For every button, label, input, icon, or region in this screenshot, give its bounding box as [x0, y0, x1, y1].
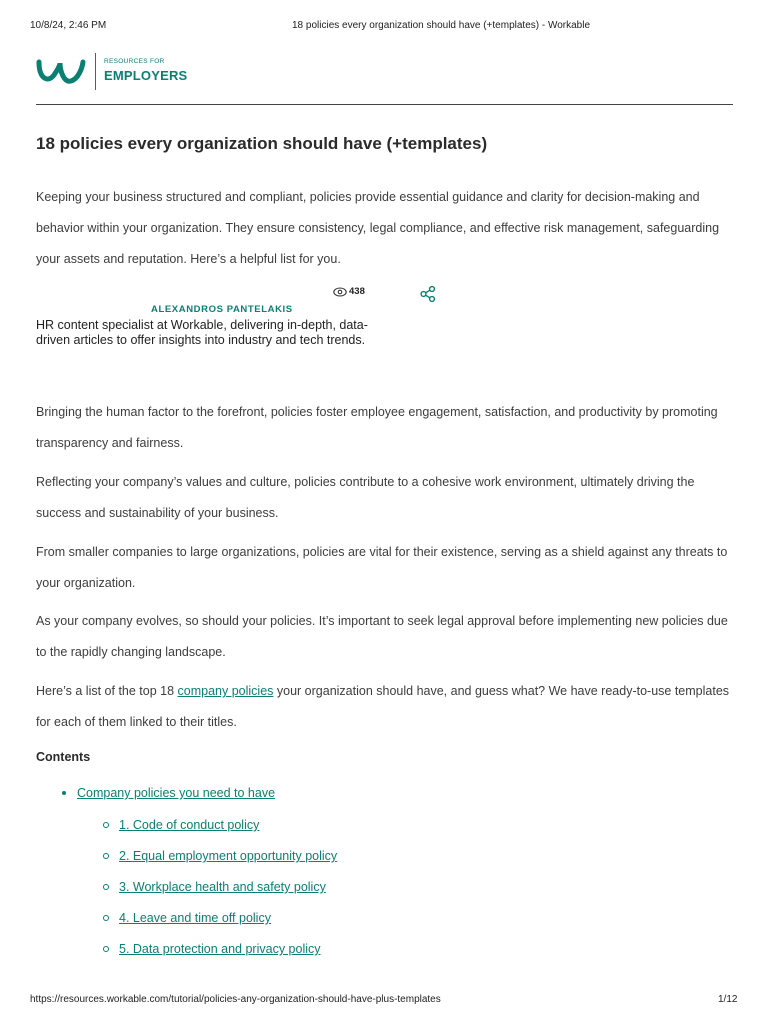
toc-item-2[interactable] — [103, 849, 337, 863]
toc-link-top[interactable]: Company policies you need to have — [77, 786, 276, 800]
toc-item-5[interactable] — [103, 942, 321, 956]
toc-circle-bullet-icon — [103, 822, 109, 828]
toc-link-1[interactable]: 1. Code of conduct policy — [119, 818, 260, 832]
toc-circle-bullet-icon — [103, 915, 109, 921]
print-url: https://resources.workable.com/tutorial/policies-any-organization-should-have-plus-templates — [30, 994, 441, 1005]
logo-small-text: RESOURCES FOR — [104, 58, 165, 65]
contents-heading: Contents — [36, 750, 91, 764]
body-paragraph-2: Reflecting your company’s values and culture, policies contribute to a cohesive work environment, ultimately driving the success and sustainability of your business. — [36, 475, 695, 520]
company-policies-link[interactable]: company policies — [177, 684, 274, 698]
toc-bullet-icon — [62, 791, 66, 795]
toc-item-1[interactable] — [103, 818, 259, 832]
article-intro: Keeping your business structured and compliant, policies provide essential guidance and clarity for decision-making and behavior within your organization. They ensure consistency, legal compliance, and effective risk management, safeguarding your assets and reputation. Here’s a helpful list for you. — [36, 190, 720, 266]
logo-divider — [95, 53, 96, 90]
toc-link-4[interactable]: 4. Leave and time off policy — [119, 911, 271, 925]
author-name[interactable]: ALEXANDROS PANTELAKIS — [151, 304, 293, 315]
toc-link-2[interactable]: 2. Equal employment opportunity policy — [119, 849, 338, 863]
body-paragraph-3: From smaller companies to large organizations, policies are vital for their existence, serving as a shield against any threats to your organization. — [36, 545, 728, 590]
toc-circle-bullet-icon — [103, 884, 109, 890]
share-button[interactable] — [419, 285, 437, 303]
body-paragraph-4: As your company evolves, so should your policies. It’s important to seek legal approval before implementing new policies due to the rapidly changing landscape. — [36, 614, 728, 659]
view-count-value: 438 — [349, 286, 365, 297]
toc-item-4[interactable] — [103, 911, 271, 925]
body-paragraph-5 — [36, 676, 736, 738]
share-icon — [419, 285, 437, 303]
print-datetime: 10/8/24, 2:46 PM — [30, 20, 107, 31]
toc-circle-bullet-icon — [103, 853, 109, 859]
workable-w-logo-icon — [36, 57, 88, 87]
eye-icon — [333, 287, 347, 297]
toc-item-top[interactable] — [62, 786, 275, 800]
author-bio: HR content specialist at Workable, delivering in-depth, data-driven articles to offer insights into industry and tech trends. — [36, 318, 368, 347]
logo-big-text: EMPLOYERS — [104, 68, 188, 83]
toc-link-3[interactable]: 3. Workplace health and safety policy — [119, 880, 326, 894]
article-title: 18 policies every organization should have (+templates) — [36, 134, 488, 153]
toc-circle-bullet-icon — [103, 946, 109, 952]
list-para-after: your organization should have, and guess what? We have ready-to-use templates for each of them linked to their titles. — [36, 684, 730, 729]
header-divider — [36, 104, 733, 105]
toc-item-3[interactable] — [103, 880, 326, 894]
body-paragraph-1: Bringing the human factor to the forefront, policies foster employee engagement, satisfaction, and productivity by promoting transparency and fairness. — [36, 405, 718, 450]
print-page-number: 1/12 — [718, 994, 738, 1005]
toc-link-5[interactable]: 5. Data protection and privacy policy — [119, 942, 321, 956]
list-para-before: Here’s a list of the top 18 — [36, 684, 178, 698]
view-count — [333, 286, 365, 297]
print-doc-title: 18 policies every organization should have (+templates) - Workable — [292, 20, 591, 31]
